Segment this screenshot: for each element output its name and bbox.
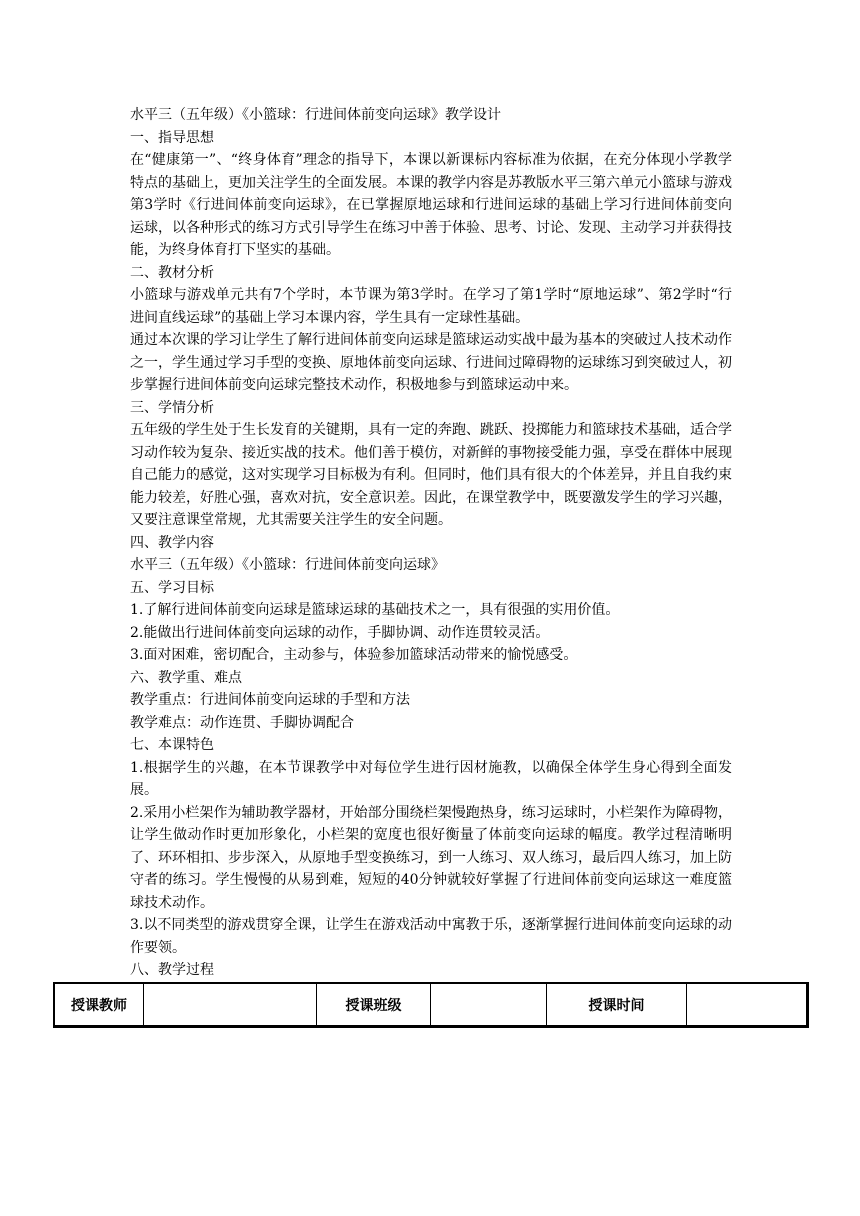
time-value: [687, 984, 807, 1026]
section-7-paragraph-3: 3.以不同类型的游戏贯穿全课，让学生在游戏活动中寓教于乐，逐渐掌握行进间体前变向运球的动作要领。: [130, 917, 732, 956]
section-heading-6: 六、教学重、难点: [130, 669, 242, 686]
section-5-paragraph-3: 3.面对困难，密切配合，主动参与，体验参加篮球活动带来的愉悦感受。: [130, 647, 578, 663]
document-body: [130, 104, 732, 982]
section-1-paragraph-1: 在“健康第一”、“终身体育”理念的指导下，本课以新课标内容标准为依据，在充分体现小学教学特点的基础上，更加关注学生的全面发展。本课的教学内容是苏教版水平三第六单元小篮球与游戏第3学时《行进间体前变向运球》，在已掌握原地运球和行进间运球的基础上学习行进间体前变向运球，以各种形式的练习方式引导学生在练习中善于体验、思考、讨论、发现、主动学习并获得技能，为终身体育打下坚实的基础。: [130, 152, 732, 258]
document-title: 水平三（五年级）《小篮球：行进间体前变向运球》教学设计: [130, 107, 501, 123]
section-heading-5: 五、学习目标: [130, 579, 214, 596]
section-4-paragraph-1: 水平三（五年级）《小篮球：行进间体前变向运球》: [130, 557, 445, 573]
section-3-paragraph-1: 五年级的学生处于生长发育的关键期，具有一定的奔跑、跳跃、投掷能力和篮球技术基础，适合学习动作较为复杂、接近实战的技术。他们善于模仿，对新鲜的事物接受能力强，享受在群体中展现自己能力的感觉，这对实现学习目标极为有利。但同时，他们具有很大的个体差异，并且自我约束能力较差，好胜心强，喜欢对抗，安全意识差。因此，在课堂教学中，既要激发学生的学习兴趣，又要注意课堂常规，尤其需要关注学生的安全问题。: [130, 422, 732, 528]
section-6-paragraph-1: 教学重点：行进间体前变向运球的手型和方法: [130, 692, 410, 708]
time-label: 授课时间: [547, 984, 687, 1026]
section-2-paragraph-1: 小篮球与游戏单元共有7个学时，本节课为第3学时。在学习了第1学时“原地运球”、第2学时“行进间直线运球”的基础上学习本课内容，学生具有一定球性基础。: [130, 287, 732, 326]
section-heading-2: 二、教材分析: [130, 264, 214, 281]
table-row: [55, 984, 807, 1026]
section-heading-8: 八、教学过程: [130, 962, 214, 978]
teacher-value: [144, 984, 317, 1026]
section-6-paragraph-2: 教学难点：动作连贯、手脚协调配合: [130, 714, 354, 731]
teacher-label: 授课教师: [55, 984, 144, 1026]
lesson-info-table: [54, 983, 807, 1026]
section-5-paragraph-2: 2.能做出行进间体前变向运球的动作，手脚协调、动作连贯较灵活。: [130, 624, 550, 641]
class-value: [431, 984, 547, 1026]
section-heading-3: 三、学情分析: [130, 399, 214, 416]
section-heading-4: 四、教学内容: [130, 534, 214, 551]
class-label: 授课班级: [317, 984, 431, 1026]
section-heading-7: 七、本课特色: [130, 737, 214, 753]
section-2-paragraph-2: 通过本次课的学习让学生了解行进间体前变向运球是篮球运动实战中最为基本的突破过人技术动作之一，学生通过学习手型的变换、原地体前变向运球、行进间过障碍物的运球练习到突破过人，初步掌握行进间体前变向运球完整技术动作，积极地参与到篮球运动中来。: [130, 332, 732, 393]
section-7-paragraph-1: 1.根据学生的兴趣，在本节课教学中对每位学生进行因材施教，以确保全体学生身心得到全面发展。: [130, 759, 732, 798]
section-5-paragraph-1: 1.了解行进间体前变向运球是篮球运球的基础技术之一，具有很强的实用价值。: [130, 602, 620, 618]
section-heading-1: 一、指导思想: [130, 129, 214, 146]
section-7-paragraph-2: 2.采用小栏架作为辅助教学器材，开始部分围绕栏架慢跑热身，练习运球时，小栏架作为障碍物，让学生做动作时更加形象化，小栏架的宽度也很好衡量了体前变向运球的幅度。教学过程清晰明了、环环相扣、步步深入，从原地手型变换练习，到一人练习、双人练习，最后四人练习，加上防守者的练习。学生慢慢的从易到难，短短的40分钟就较好掌握了行进间体前变向运球这一难度篮球技术动作。: [130, 804, 732, 911]
